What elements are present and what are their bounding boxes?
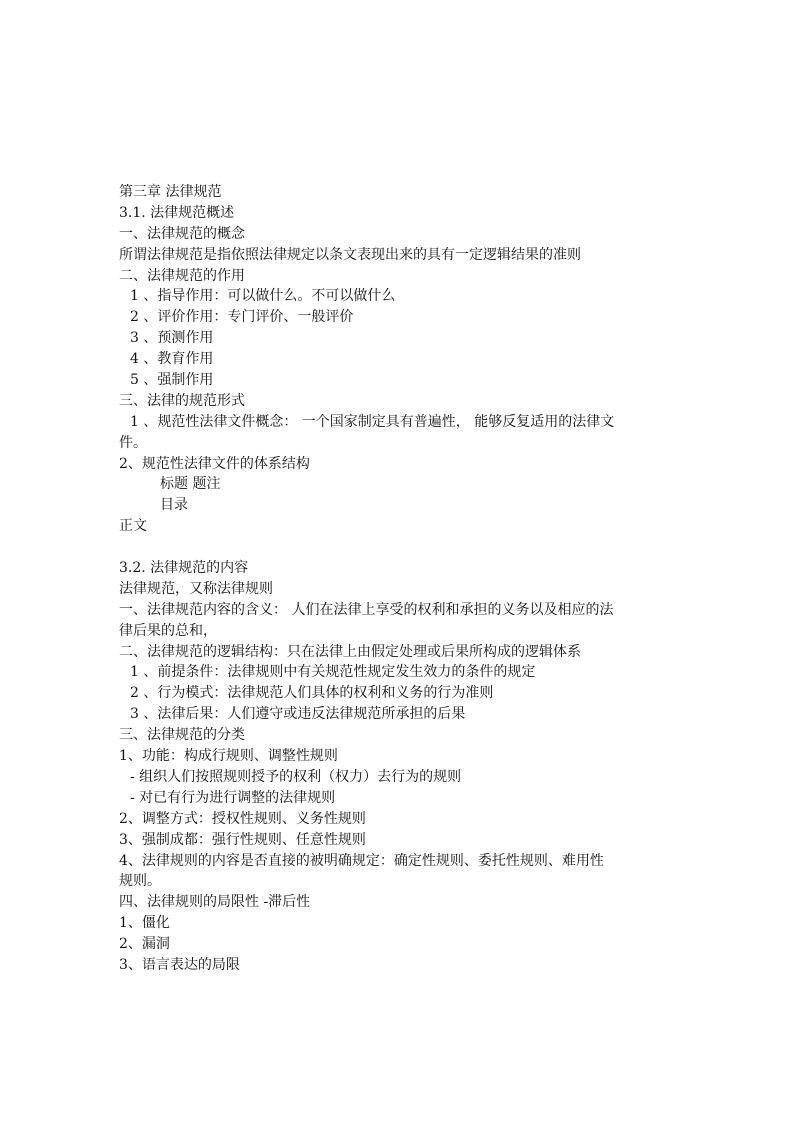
subheading: 三、法律规范的分类 [119, 727, 245, 744]
list-item: 3、强制成都：强行性规则、任意性规则 [119, 831, 366, 848]
list-item: 1 、前提条件：法律规则中有关规范性规定发生效力的条件的规定 [130, 664, 536, 681]
paragraph: 所谓法律规范是指依照法律规定以条文表现出来的具有一定逻辑结果的准则 [119, 246, 581, 263]
subheading: 三、法律的规范形式 [119, 392, 245, 409]
list-item: 2、漏洞 [119, 936, 170, 953]
subheading: 一、法律规范的概念 [119, 225, 245, 242]
list-item: 4 、教育作用 [130, 351, 214, 368]
list-item: 1、僵化 [119, 915, 170, 932]
list-item: 3 、法律后果：人们遵守或违反法律规范所承担的后果 [130, 706, 466, 723]
blank-line [119, 537, 679, 558]
list-item: 3、语言表达的局限 [119, 956, 240, 973]
list-item: 2 、行为模式：法律规范人们具体的权利和义务的行为准则 [130, 685, 494, 702]
subheading: 四、法律规则的局限性 -滞后性 [119, 894, 311, 911]
section-heading: 3.2. 法律规范的内容 [119, 560, 249, 577]
list-item: 5 、强制作用 [130, 372, 214, 389]
paragraph-continuation: 件。 [119, 434, 147, 451]
structure-item: 目录 [160, 497, 188, 514]
structure-item: 正文 [119, 518, 147, 535]
list-item: 1 、指导作用：可以做什么。不可以做什么 [130, 288, 396, 305]
structure-item: 标题 题注 [160, 476, 221, 493]
list-item: 1 、规范性法律文件概念： 一个国家制定具有普遍性， 能够反复适用的法律文 [130, 413, 615, 430]
subheading: 一、法律规范内容的含义： 人们在法律上享受的权利和承担的义务以及相应的法 [119, 601, 614, 618]
section-heading: 3.1. 法律规范概述 [119, 204, 235, 221]
list-item: 4、法律规则的内容是否直接的被明确规定：确定性规则、委托性规则、难用性 [119, 852, 604, 869]
list-item: 3 、预测作用 [130, 330, 214, 347]
paragraph-continuation: 律后果的总和， [119, 622, 217, 639]
paragraph-continuation: 规则。 [119, 873, 161, 890]
bullet-item: - 组织人们按照规则授予的权利（权力）去行为的规则 [130, 768, 462, 785]
subheading: 二、法律规范的逻辑结构：只在法律上由假定处理或后果所构成的逻辑体系 [119, 643, 581, 660]
paragraph: 法律规范，又称法律规则 [119, 580, 273, 597]
document-body [119, 182, 679, 976]
chapter-title: 第三章 法律规范 [119, 184, 222, 200]
bullet-item: - 对已有行为进行调整的法律规则 [130, 789, 336, 806]
list-item: 2、规范性法律文件的体系结构 [119, 455, 310, 472]
list-item: 2、调整方式：授权性规则、义务性规则 [119, 810, 366, 827]
list-item: 1、功能：构成行规则、调整性规则 [119, 748, 338, 765]
list-item: 2 、评价作用：专门评价、一般评价 [130, 309, 354, 326]
subheading: 二、法律规范的作用 [119, 267, 245, 284]
